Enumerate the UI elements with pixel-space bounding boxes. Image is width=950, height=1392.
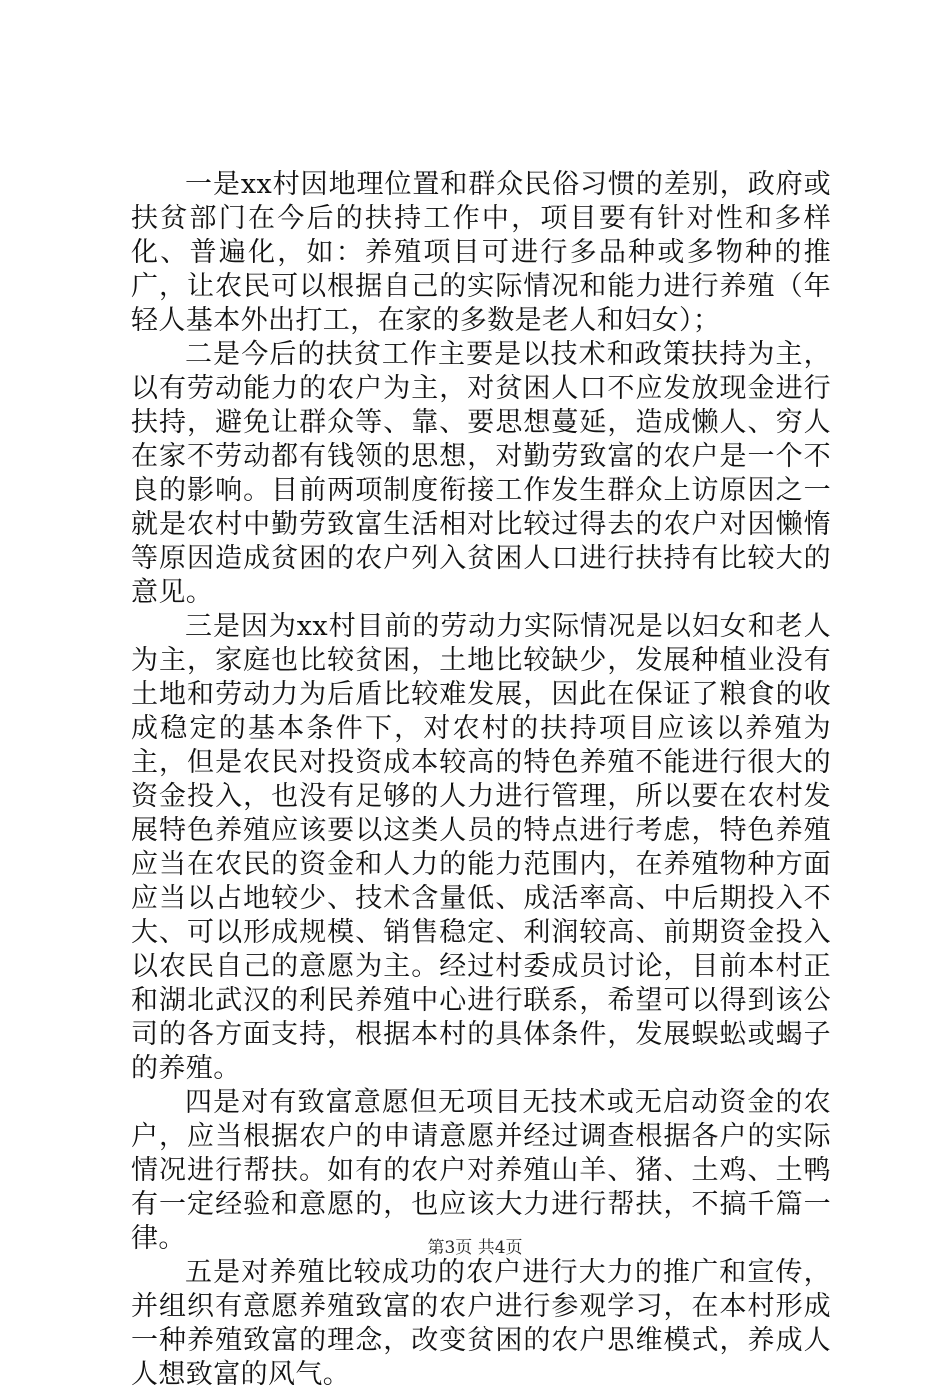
page-number: 第3页 共4页 bbox=[427, 1238, 523, 1258]
paragraph-3: 三是因为xx村目前的劳动力实际情况是以妇女和老人为主，家庭也比较贫困，土地比较缺少，发展种植业没有土地和劳动力为后盾比较难发展，因此在保证了粮食的收成稳定的基本条件下，对农村的扶持项目应该以养殖为主，但是农民对投资成本较高的特色养殖不能进行很大的资金投入，也没有足够的人力进行管理，所以要在农村发展特色养殖应该要以这类人员的特点进行考虑，特色养殖应当在农民的资金和人力的能力范围内，在养殖物种方面应当以占地较少、技术含量低、成活率高、中后期投入不大、可以形成规模、销售稳定、利润较高、前期资金投入以农民自己的意愿为主。经过村委成员讨论，目前本村正和湖北武汉的利民养殖中心进行联系，希望可以得到该公司的各方面支持，根据本村的具体条件，发展蜈蚣或蝎子的养殖。 bbox=[131, 611, 831, 1084]
paragraph-2: 二是今后的扶贫工作主要是以技术和政策扶持为主，以有劳动能力的农户为主，对贫困人口不应发放现金进行扶持，避免让群众等、靠、要思想蔓延，造成懒人、穷人在家不劳动都有钱领的思想，对勤劳致富的农户是一个不良的影响。目前两项制度衔接工作发生群众上访原因之一就是农村中勤劳致富生活相对比较过得去的农户对因懒惰等原因造成贫困的农户列入贫困人口进行扶持有比较大的意见。 bbox=[131, 339, 831, 608]
page-footer bbox=[0, 1237, 950, 1259]
paragraph-5: 五是对养殖比较成功的农户进行大力的推广和宣传，并组织有意愿养殖致富的农户进行参观学习，在本村形成一种养殖致富的理念，改变贫困的农户思维模式，养成人人想致富的风气。 bbox=[131, 1257, 831, 1390]
paragraph-1: 一是xx村因地理位置和群众民俗习惯的差别，政府或扶贫部门在今后的扶持工作中，项目要有针对性和多样化、普遍化，如：养殖项目可进行多品种或多物种的推广，让农民可以根据自己的实际情况和能力进行养殖（年轻人基本外出打工，在家的多数是老人和妇女）； bbox=[131, 169, 831, 336]
document-body bbox=[131, 168, 831, 1392]
paragraph-4: 四是对有致富意愿但无项目无技术或无启动资金的农户，应当根据农户的申请意愿并经过调查根据各户的实际情况进行帮扶。如有的农户对养殖山羊、猪、土鸡、土鸭有一定经验和意愿的，也应该大力进行帮扶，不搞千篇一律。 bbox=[131, 1087, 831, 1254]
